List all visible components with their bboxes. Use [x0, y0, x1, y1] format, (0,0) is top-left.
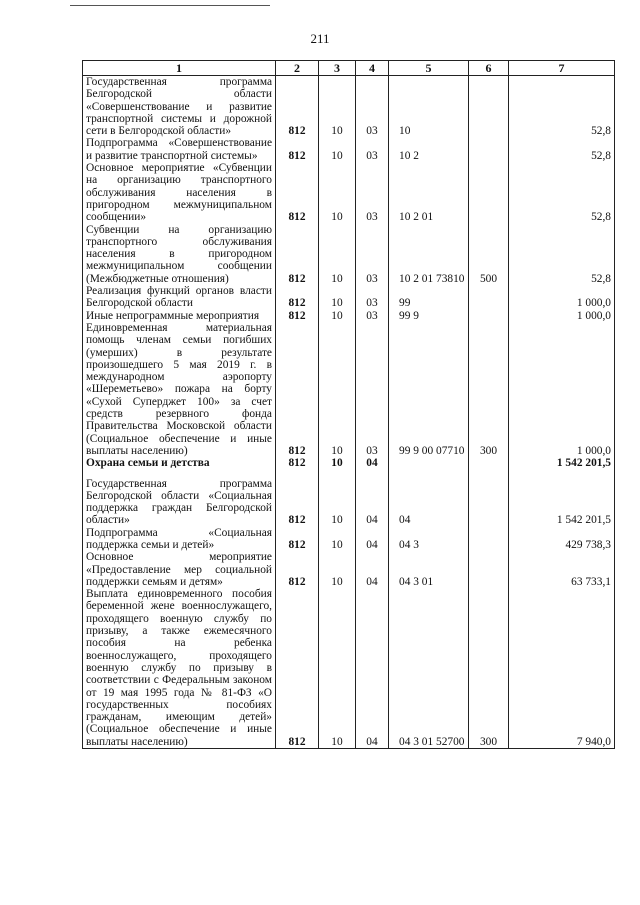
row-code-c2: 812 [276, 527, 319, 552]
row-code-c6 [469, 162, 509, 223]
row-amount: 7 940,0 [509, 588, 615, 748]
row-code-c2: 812 [276, 470, 319, 527]
row-code-c4: 04 [356, 457, 389, 469]
row-code-c6 [469, 137, 509, 162]
row-code-c2: 812 [276, 224, 319, 285]
row-code-c6 [469, 310, 509, 322]
row-name: Государственная программа Белгородской области «Социальная поддержка граждан Белгородской области» [83, 470, 276, 527]
header-cell: 1 [83, 61, 276, 76]
row-code-c3: 10 [319, 527, 356, 552]
row-amount: 1 000,0 [509, 285, 615, 310]
table-row [83, 162, 615, 223]
row-code-c6: 300 [469, 588, 509, 748]
row-code-c5: 10 2 [389, 137, 469, 162]
row-amount: 52,8 [509, 224, 615, 285]
row-code-c3: 10 [319, 457, 356, 469]
header-cell: 5 [389, 61, 469, 76]
row-code-c6 [469, 76, 509, 138]
row-amount: 52,8 [509, 137, 615, 162]
row-code-c2: 812 [276, 285, 319, 310]
row-code-c5: 04 3 [389, 527, 469, 552]
row-name: Охрана семьи и детства [83, 457, 276, 469]
row-code-c5: 10 2 01 73810 [389, 224, 469, 285]
row-code-c4: 04 [356, 470, 389, 527]
row-name: Основное мероприятие «Предоставление мер социальной поддержки семьям и детям» [83, 551, 276, 588]
row-code-c6 [469, 285, 509, 310]
header-cell: 6 [469, 61, 509, 76]
row-code-c6 [469, 551, 509, 588]
row-code-c2: 812 [276, 551, 319, 588]
row-name: Подпрограмма «Социальная поддержка семьи и детей» [83, 527, 276, 552]
table-row [83, 470, 615, 527]
row-name: Основное мероприятие «Субвенции на организацию транспортного обслуживания населения в пригородном межмуниципальном сообщении» [83, 162, 276, 223]
row-code-c4: 03 [356, 224, 389, 285]
row-code-c2: 812 [276, 137, 319, 162]
row-code-c2: 812 [276, 322, 319, 457]
row-code-c3: 10 [319, 322, 356, 457]
row-code-c4: 03 [356, 162, 389, 223]
table-row [83, 457, 615, 469]
row-code-c2: 812 [276, 588, 319, 748]
table-row [83, 527, 615, 552]
row-amount: 52,8 [509, 76, 615, 138]
header-cell: 2 [276, 61, 319, 76]
table-row [83, 310, 615, 322]
row-code-c6: 500 [469, 224, 509, 285]
table-row [83, 137, 615, 162]
row-code-c3: 10 [319, 588, 356, 748]
row-code-c2: 812 [276, 76, 319, 138]
row-code-c4: 04 [356, 588, 389, 748]
header-cell: 3 [319, 61, 356, 76]
table-row [83, 588, 615, 748]
budget-table [82, 60, 615, 749]
header-row [83, 61, 615, 76]
row-name: Реализация функций органов власти Белгородской области [83, 285, 276, 310]
row-code-c5: 99 9 00 07710 [389, 322, 469, 457]
page-number: 211 [310, 31, 330, 46]
row-name: Иные непрограммные мероприятия [83, 310, 276, 322]
row-code-c2: 812 [276, 310, 319, 322]
table-row [83, 285, 615, 310]
row-code-c5: 99 9 [389, 310, 469, 322]
row-code-c4: 04 [356, 551, 389, 588]
row-code-c6 [469, 527, 509, 552]
row-code-c3: 10 [319, 310, 356, 322]
header-cell: 4 [356, 61, 389, 76]
row-code-c4: 03 [356, 76, 389, 138]
row-amount: 63 733,1 [509, 551, 615, 588]
row-code-c5: 04 [389, 470, 469, 527]
row-code-c2: 812 [276, 457, 319, 469]
row-code-c5: 10 2 01 [389, 162, 469, 223]
row-amount: 52,8 [509, 162, 615, 223]
row-code-c2: 812 [276, 162, 319, 223]
row-code-c5: 04 3 01 [389, 551, 469, 588]
row-code-c4: 03 [356, 322, 389, 457]
row-amount: 1 000,0 [509, 310, 615, 322]
table-row [83, 76, 615, 138]
table-row [83, 551, 615, 588]
row-code-c3: 10 [319, 470, 356, 527]
row-name: Государственная программа Белгородской области «Совершенствование и развитие транспортной системы и дорожной сети в Белгородской области» [83, 76, 276, 138]
row-code-c4: 04 [356, 527, 389, 552]
row-code-c5: 04 3 01 52700 [389, 588, 469, 748]
row-amount: 429 738,3 [509, 527, 615, 552]
row-code-c5: 10 [389, 76, 469, 138]
row-amount: 1 542 201,5 [509, 470, 615, 527]
row-code-c3: 10 [319, 76, 356, 138]
row-amount: 1 542 201,5 [509, 457, 615, 469]
row-code-c6: 300 [469, 322, 509, 457]
row-code-c6 [469, 457, 509, 469]
table-row [83, 322, 615, 457]
row-code-c5 [389, 457, 469, 469]
row-code-c3: 10 [319, 551, 356, 588]
row-amount: 1 000,0 [509, 322, 615, 457]
row-code-c6 [469, 470, 509, 527]
row-name: Единовременная материальная помощь членам семьи погибших (умерших) в результате произошедшего 5 мая 2019 г. в международном аэропорту «Шереметьево» пожара на борту «Сухой Суперджет 100» за счет средств резервного фонда Правительства Московской области (Социальное обеспечение и иные выплаты населению) [83, 322, 276, 457]
row-name: Подпрограмма «Совершенствование и развитие транспортной системы» [83, 137, 276, 162]
row-code-c3: 10 [319, 285, 356, 310]
table-body [83, 76, 615, 749]
header-cell: 7 [509, 61, 615, 76]
table-row [83, 224, 615, 285]
row-code-c3: 10 [319, 137, 356, 162]
row-code-c3: 10 [319, 224, 356, 285]
row-name: Субвенции на организацию транспортного обслуживания населения в пригородном межмуниципальном сообщении (Межбюджетные отношения) [83, 224, 276, 285]
row-code-c4: 03 [356, 285, 389, 310]
row-code-c4: 03 [356, 137, 389, 162]
row-code-c4: 03 [356, 310, 389, 322]
row-code-c3: 10 [319, 162, 356, 223]
top-rule [70, 5, 270, 6]
row-name: Выплата единовременного пособия беременной жене военнослужащего, проходящего военную службу по призыву, а также ежемесячного пособия на ребенка военнослужащего, проходящего военную службу по призыву в соответствии с Федеральным законом от 19 мая 1995 года № 81-ФЗ «О государственных пособиях гражданам, имеющим детей» (Социальное обеспечение и иные выплаты населению) [83, 588, 276, 748]
row-code-c5: 99 [389, 285, 469, 310]
